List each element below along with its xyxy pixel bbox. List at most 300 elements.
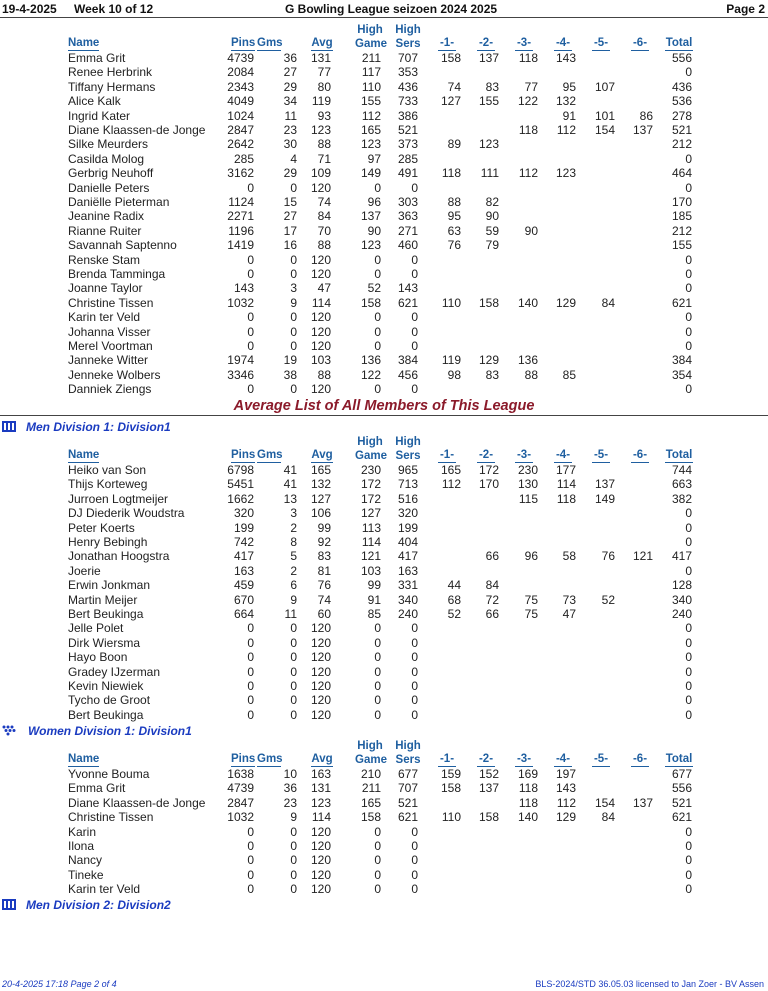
score-cell: 123 bbox=[478, 137, 499, 152]
score-cell: 1032 bbox=[227, 810, 254, 825]
score-cell: 52 bbox=[601, 592, 615, 607]
score-cell: 122 bbox=[517, 94, 538, 109]
score-cell: 0 bbox=[290, 839, 297, 853]
table-row bbox=[0, 781, 768, 795]
score-cell: 0 bbox=[374, 707, 381, 722]
table-row bbox=[0, 281, 768, 295]
score-cell: 491 bbox=[397, 166, 418, 181]
score-cell: 122 bbox=[360, 367, 381, 382]
score-cell: 4 bbox=[290, 151, 297, 166]
member-name: Gerbrig Neuhoff bbox=[68, 166, 154, 181]
score-cell: 621 bbox=[397, 295, 418, 310]
score-cell: 0 bbox=[411, 252, 418, 267]
score-cell: 68 bbox=[447, 592, 461, 607]
score-cell: 158 bbox=[478, 295, 499, 310]
score-cell: 621 bbox=[397, 810, 418, 825]
score-cell: 621 bbox=[671, 810, 692, 825]
score-cell: 118 bbox=[518, 781, 538, 796]
score-cell: 664 bbox=[233, 607, 254, 621]
score-cell: 88 bbox=[317, 137, 331, 152]
column-header: -3- bbox=[516, 37, 532, 49]
score-cell: 106 bbox=[310, 506, 331, 521]
score-cell: 0 bbox=[411, 635, 418, 650]
score-cell: 52 bbox=[447, 607, 461, 621]
score-cell: 459 bbox=[233, 578, 254, 593]
score-cell: 93 bbox=[317, 108, 331, 123]
score-cell: 127 bbox=[310, 491, 331, 506]
score-cell: 110 bbox=[361, 79, 381, 94]
score-cell: 5 bbox=[290, 549, 297, 564]
score-cell: 516 bbox=[397, 491, 418, 506]
member-name: Casilda Molog bbox=[68, 151, 145, 166]
member-name: Heiko van Son bbox=[68, 463, 147, 477]
column-header: -1- bbox=[439, 449, 455, 461]
score-cell: 521 bbox=[397, 795, 418, 810]
score-cell: 129 bbox=[478, 353, 499, 368]
score-cell: 163 bbox=[310, 767, 331, 781]
score-cell: 120 bbox=[310, 707, 331, 722]
score-cell: 177 bbox=[555, 463, 576, 477]
score-cell: 1024 bbox=[227, 108, 254, 123]
score-cell: 27 bbox=[283, 209, 297, 224]
score-cell: 354 bbox=[671, 367, 692, 382]
score-cell: 0 bbox=[247, 339, 254, 353]
score-cell: 137 bbox=[478, 51, 499, 65]
member-name: Danielle Peters bbox=[68, 180, 150, 195]
score-cell: 0 bbox=[374, 635, 381, 650]
score-cell: 165 bbox=[440, 463, 461, 477]
score-cell: 0 bbox=[290, 339, 297, 353]
table-row bbox=[0, 253, 768, 267]
score-cell: 129 bbox=[555, 810, 576, 825]
column-header: -1- bbox=[439, 753, 455, 765]
score-cell: 0 bbox=[290, 267, 297, 281]
score-cell: 82 bbox=[485, 195, 499, 209]
score-cell: 120 bbox=[310, 867, 331, 882]
score-cell: 97 bbox=[367, 151, 381, 166]
score-cell: 0 bbox=[685, 339, 692, 353]
score-cell: 211 bbox=[361, 51, 381, 65]
score-cell: 91 bbox=[367, 592, 381, 607]
score-cell: 1196 bbox=[228, 223, 254, 238]
member-name: Tiffany Hermans bbox=[68, 79, 156, 94]
score-cell: 556 bbox=[671, 51, 692, 65]
score-cell: 128 bbox=[671, 578, 692, 593]
score-cell: 155 bbox=[360, 94, 381, 109]
score-cell: 303 bbox=[397, 195, 418, 209]
score-cell: 285 bbox=[397, 151, 418, 166]
bowling-pins-icon bbox=[2, 899, 16, 910]
column-header: -2- bbox=[478, 449, 494, 461]
score-cell: 158 bbox=[440, 781, 461, 796]
score-cell: 663 bbox=[671, 477, 692, 492]
score-cell: 2343 bbox=[227, 79, 254, 94]
score-cell: 158 bbox=[360, 810, 381, 825]
score-cell: 107 bbox=[594, 79, 615, 94]
column-header: Name bbox=[68, 37, 100, 49]
score-cell: 149 bbox=[360, 166, 381, 181]
score-cell: 23 bbox=[283, 123, 297, 137]
score-cell: 120 bbox=[310, 664, 331, 679]
score-cell: 965 bbox=[397, 463, 418, 477]
member-name: Joanne Taylor bbox=[68, 281, 143, 296]
column-header: Avg bbox=[311, 37, 333, 49]
score-cell: 0 bbox=[685, 324, 692, 339]
score-cell: 143 bbox=[233, 281, 254, 296]
table-row bbox=[0, 679, 768, 693]
score-cell: 60 bbox=[317, 607, 331, 621]
score-cell: 72 bbox=[485, 592, 499, 607]
score-cell: 384 bbox=[397, 353, 418, 368]
table-row bbox=[0, 868, 768, 882]
member-name: Johanna Visser bbox=[68, 324, 151, 339]
column-header: -2- bbox=[478, 37, 494, 49]
member-name: Bert Beukinga bbox=[68, 607, 144, 621]
table-row bbox=[0, 549, 768, 563]
score-cell: 0 bbox=[290, 621, 297, 636]
score-cell: 110 bbox=[441, 295, 461, 310]
score-cell: 0 bbox=[374, 650, 381, 665]
score-cell: 115 bbox=[518, 491, 538, 506]
score-cell: 0 bbox=[685, 252, 692, 267]
table-row bbox=[0, 65, 768, 79]
table-row bbox=[0, 325, 768, 339]
table-row bbox=[0, 238, 768, 252]
score-cell: 0 bbox=[411, 693, 418, 708]
member-name: Joerie bbox=[68, 563, 101, 578]
column-header: High Sers bbox=[395, 740, 421, 766]
score-cell: 331 bbox=[397, 578, 418, 593]
score-cell: 0 bbox=[685, 853, 692, 868]
member-name: Ilona bbox=[68, 839, 95, 853]
score-cell: 373 bbox=[397, 137, 418, 152]
member-name: Emma Grit bbox=[68, 781, 126, 796]
score-cell: 320 bbox=[233, 506, 254, 521]
score-cell: 199 bbox=[397, 520, 418, 535]
member-name: Rianne Ruiter bbox=[68, 223, 142, 238]
score-cell: 131 bbox=[310, 51, 331, 65]
column-header: High Game bbox=[355, 24, 387, 50]
score-cell: 119 bbox=[441, 353, 461, 368]
score-cell: 110 bbox=[441, 810, 461, 825]
score-cell: 2847 bbox=[227, 123, 254, 137]
score-cell: 0 bbox=[290, 824, 297, 839]
score-cell: 96 bbox=[367, 195, 381, 209]
score-cell: 118 bbox=[518, 123, 538, 137]
table-row bbox=[0, 578, 768, 592]
column-header: Total bbox=[665, 449, 693, 461]
score-cell: 464 bbox=[671, 166, 692, 181]
score-cell: 2 bbox=[290, 563, 297, 578]
score-cell: 96 bbox=[524, 549, 538, 564]
score-cell: 0 bbox=[411, 664, 418, 679]
score-cell: 123 bbox=[555, 166, 576, 181]
score-cell: 0 bbox=[290, 707, 297, 722]
score-cell: 129 bbox=[555, 295, 576, 310]
score-cell: 113 bbox=[361, 520, 381, 535]
score-cell: 95 bbox=[447, 209, 461, 224]
score-cell: 136 bbox=[360, 353, 381, 368]
score-cell: 29 bbox=[283, 166, 297, 181]
score-cell: 1124 bbox=[228, 195, 254, 209]
score-cell: 0 bbox=[290, 693, 297, 708]
score-cell: 460 bbox=[397, 238, 418, 253]
score-cell: 0 bbox=[685, 679, 692, 693]
score-cell: 2084 bbox=[227, 65, 254, 80]
score-cell: 88 bbox=[447, 195, 461, 209]
score-cell: 114 bbox=[556, 477, 576, 492]
member-name: Renee Herbrink bbox=[68, 65, 153, 80]
member-name: Henry Bebingh bbox=[68, 535, 148, 549]
score-cell: 0 bbox=[374, 621, 381, 636]
score-cell: 170 bbox=[478, 477, 499, 492]
column-header: Gms bbox=[257, 449, 283, 461]
table-row bbox=[0, 636, 768, 650]
score-cell: 76 bbox=[317, 578, 331, 593]
table-row bbox=[0, 382, 768, 396]
score-cell: 154 bbox=[594, 795, 615, 810]
score-cell: 436 bbox=[671, 79, 692, 94]
score-cell: 47 bbox=[317, 281, 331, 296]
score-cell: 0 bbox=[411, 339, 418, 353]
score-cell: 63 bbox=[447, 223, 461, 238]
score-cell: 707 bbox=[397, 781, 418, 796]
score-cell: 744 bbox=[671, 463, 692, 477]
score-cell: 0 bbox=[247, 693, 254, 708]
score-cell: 0 bbox=[290, 679, 297, 693]
score-cell: 120 bbox=[310, 180, 331, 195]
score-cell: 1974 bbox=[227, 353, 254, 368]
bowling-pins-icon bbox=[2, 421, 16, 432]
score-cell: 159 bbox=[440, 767, 461, 781]
score-cell: 240 bbox=[397, 607, 418, 621]
table-header bbox=[0, 737, 768, 767]
score-cell: 0 bbox=[247, 382, 254, 397]
table-row bbox=[0, 94, 768, 108]
score-cell: 103 bbox=[360, 563, 381, 578]
column-header: Name bbox=[68, 753, 100, 765]
score-cell: 353 bbox=[397, 65, 418, 80]
table-row bbox=[0, 477, 768, 491]
score-cell: 1419 bbox=[227, 238, 254, 253]
table-header bbox=[0, 21, 768, 51]
score-cell: 114 bbox=[361, 535, 381, 549]
column-header: Pins bbox=[231, 37, 256, 49]
score-cell: 98 bbox=[447, 367, 461, 382]
column-header: -6- bbox=[632, 37, 648, 49]
score-cell: 112 bbox=[556, 795, 576, 810]
score-cell: 382 bbox=[671, 491, 692, 506]
member-name: Jonathan Hoogstra bbox=[68, 549, 170, 564]
section-label: Women Division 1: Division1 bbox=[28, 724, 192, 738]
section-women-division1 bbox=[0, 724, 768, 738]
column-header: -2- bbox=[478, 753, 494, 765]
score-cell: 112 bbox=[441, 477, 461, 492]
score-cell: 0 bbox=[685, 824, 692, 839]
column-header: -3- bbox=[516, 753, 532, 765]
score-cell: 0 bbox=[247, 252, 254, 267]
score-cell: 320 bbox=[397, 506, 418, 521]
score-cell: 0 bbox=[685, 535, 692, 549]
table-row bbox=[0, 166, 768, 180]
score-cell: 0 bbox=[374, 882, 381, 897]
score-cell: 521 bbox=[397, 123, 418, 137]
column-header: -4- bbox=[555, 449, 571, 461]
section-men-division1 bbox=[0, 420, 768, 434]
score-cell: 112 bbox=[361, 108, 381, 123]
score-cell: 99 bbox=[317, 520, 331, 535]
score-cell: 29 bbox=[283, 79, 297, 94]
score-cell: 127 bbox=[440, 94, 461, 109]
score-cell: 120 bbox=[310, 252, 331, 267]
table-row bbox=[0, 693, 768, 707]
table-row bbox=[0, 810, 768, 824]
table-row bbox=[0, 267, 768, 281]
score-cell: 123 bbox=[360, 137, 381, 152]
table-row bbox=[0, 796, 768, 810]
score-cell: 0 bbox=[374, 382, 381, 397]
score-cell: 0 bbox=[685, 151, 692, 166]
score-cell: 172 bbox=[360, 491, 381, 506]
column-header: -6- bbox=[632, 753, 648, 765]
table-row bbox=[0, 463, 768, 477]
score-cell: 74 bbox=[317, 195, 331, 209]
member-name: Gradey IJzerman bbox=[68, 664, 161, 679]
score-cell: 88 bbox=[317, 238, 331, 253]
score-cell: 89 bbox=[447, 137, 461, 152]
score-cell: 0 bbox=[685, 520, 692, 535]
score-cell: 66 bbox=[485, 607, 499, 621]
divider-line bbox=[0, 415, 768, 416]
score-cell: 4739 bbox=[227, 781, 254, 796]
score-cell: 120 bbox=[310, 382, 331, 397]
table-row bbox=[0, 767, 768, 781]
score-cell: 88 bbox=[317, 367, 331, 382]
score-cell: 0 bbox=[374, 679, 381, 693]
column-header: -1- bbox=[439, 37, 455, 49]
column-header: -5- bbox=[593, 37, 609, 49]
column-header: Pins bbox=[231, 753, 256, 765]
score-cell: 0 bbox=[411, 324, 418, 339]
member-name: Daniëlle Pieterman bbox=[68, 195, 170, 209]
score-cell: 0 bbox=[374, 180, 381, 195]
table-row bbox=[0, 564, 768, 578]
score-cell: 0 bbox=[290, 635, 297, 650]
score-cell: 120 bbox=[310, 693, 331, 708]
score-cell: 121 bbox=[632, 549, 653, 564]
score-cell: 85 bbox=[367, 607, 381, 621]
score-cell: 9 bbox=[290, 810, 297, 825]
score-cell: 0 bbox=[247, 839, 254, 853]
score-cell: 2 bbox=[290, 520, 297, 535]
section-label: Men Division 1: Division1 bbox=[26, 420, 171, 434]
score-cell: 0 bbox=[685, 281, 692, 296]
score-cell: 5451 bbox=[227, 477, 254, 492]
table-row bbox=[0, 209, 768, 223]
score-cell: 384 bbox=[671, 353, 692, 368]
score-cell: 0 bbox=[685, 693, 692, 708]
score-cell: 13 bbox=[283, 491, 297, 506]
member-name: Jurroen Logtmeijer bbox=[68, 491, 169, 506]
score-cell: 158 bbox=[478, 810, 499, 825]
score-cell: 92 bbox=[317, 535, 331, 549]
member-name: Tycho de Groot bbox=[68, 693, 151, 708]
score-cell: 0 bbox=[411, 310, 418, 325]
score-cell: 0 bbox=[374, 267, 381, 281]
table-row bbox=[0, 195, 768, 209]
score-cell: 118 bbox=[518, 795, 538, 810]
score-cell: 44 bbox=[447, 578, 461, 593]
score-cell: 230 bbox=[517, 463, 538, 477]
score-cell: 677 bbox=[397, 767, 418, 781]
score-cell: 436 bbox=[397, 79, 418, 94]
score-cell: 0 bbox=[247, 635, 254, 650]
score-cell: 172 bbox=[360, 477, 381, 492]
score-cell: 386 bbox=[397, 108, 418, 123]
score-cell: 41 bbox=[283, 477, 297, 492]
score-cell: 271 bbox=[397, 223, 418, 238]
score-cell: 120 bbox=[310, 635, 331, 650]
score-cell: 733 bbox=[397, 94, 418, 109]
table-row bbox=[0, 310, 768, 324]
score-cell: 0 bbox=[685, 180, 692, 195]
score-cell: 66 bbox=[485, 549, 499, 564]
score-cell: 230 bbox=[360, 463, 381, 477]
score-cell: 0 bbox=[247, 824, 254, 839]
table-row bbox=[0, 853, 768, 867]
score-cell: 0 bbox=[290, 882, 297, 897]
score-cell: 677 bbox=[671, 767, 692, 781]
score-cell: 132 bbox=[555, 94, 576, 109]
score-cell: 83 bbox=[317, 549, 331, 564]
member-name: Jenneke Wolbers bbox=[68, 367, 161, 382]
table-row bbox=[0, 368, 768, 382]
score-cell: 83 bbox=[485, 79, 499, 94]
score-cell: 27 bbox=[283, 65, 297, 80]
score-cell: 536 bbox=[671, 94, 692, 109]
score-cell: 556 bbox=[671, 781, 692, 796]
report-date: 19-4-2025 bbox=[2, 2, 57, 16]
score-cell: 6798 bbox=[227, 463, 254, 477]
member-name: Christine Tissen bbox=[68, 810, 154, 825]
score-cell: 0 bbox=[411, 650, 418, 665]
score-cell: 123 bbox=[310, 795, 331, 810]
score-cell: 127 bbox=[360, 506, 381, 521]
score-cell: 521 bbox=[671, 123, 692, 137]
score-cell: 0 bbox=[247, 679, 254, 693]
score-cell: 0 bbox=[374, 693, 381, 708]
column-header: High Game bbox=[355, 436, 387, 462]
section-men-division2 bbox=[0, 898, 768, 912]
score-cell: 10 bbox=[283, 767, 297, 781]
score-cell: 120 bbox=[310, 267, 331, 281]
score-cell: 137 bbox=[360, 209, 381, 224]
score-cell: 158 bbox=[440, 51, 461, 65]
score-cell: 83 bbox=[485, 367, 499, 382]
score-cell: 109 bbox=[310, 166, 331, 181]
table-row bbox=[0, 593, 768, 607]
member-name: Hayo Boon bbox=[68, 650, 128, 665]
score-cell: 140 bbox=[517, 810, 538, 825]
score-cell: 77 bbox=[317, 65, 331, 80]
score-cell: 118 bbox=[441, 166, 461, 181]
score-cell: 120 bbox=[310, 339, 331, 353]
member-name: Dirk Wiersma bbox=[68, 635, 140, 650]
score-cell: 2847 bbox=[227, 795, 254, 810]
score-cell: 163 bbox=[397, 563, 418, 578]
footer-right: BLS-2024/STD 36.05.03 licensed to Jan Zoer - BV Assen bbox=[535, 979, 764, 989]
column-header: Avg bbox=[311, 753, 333, 765]
